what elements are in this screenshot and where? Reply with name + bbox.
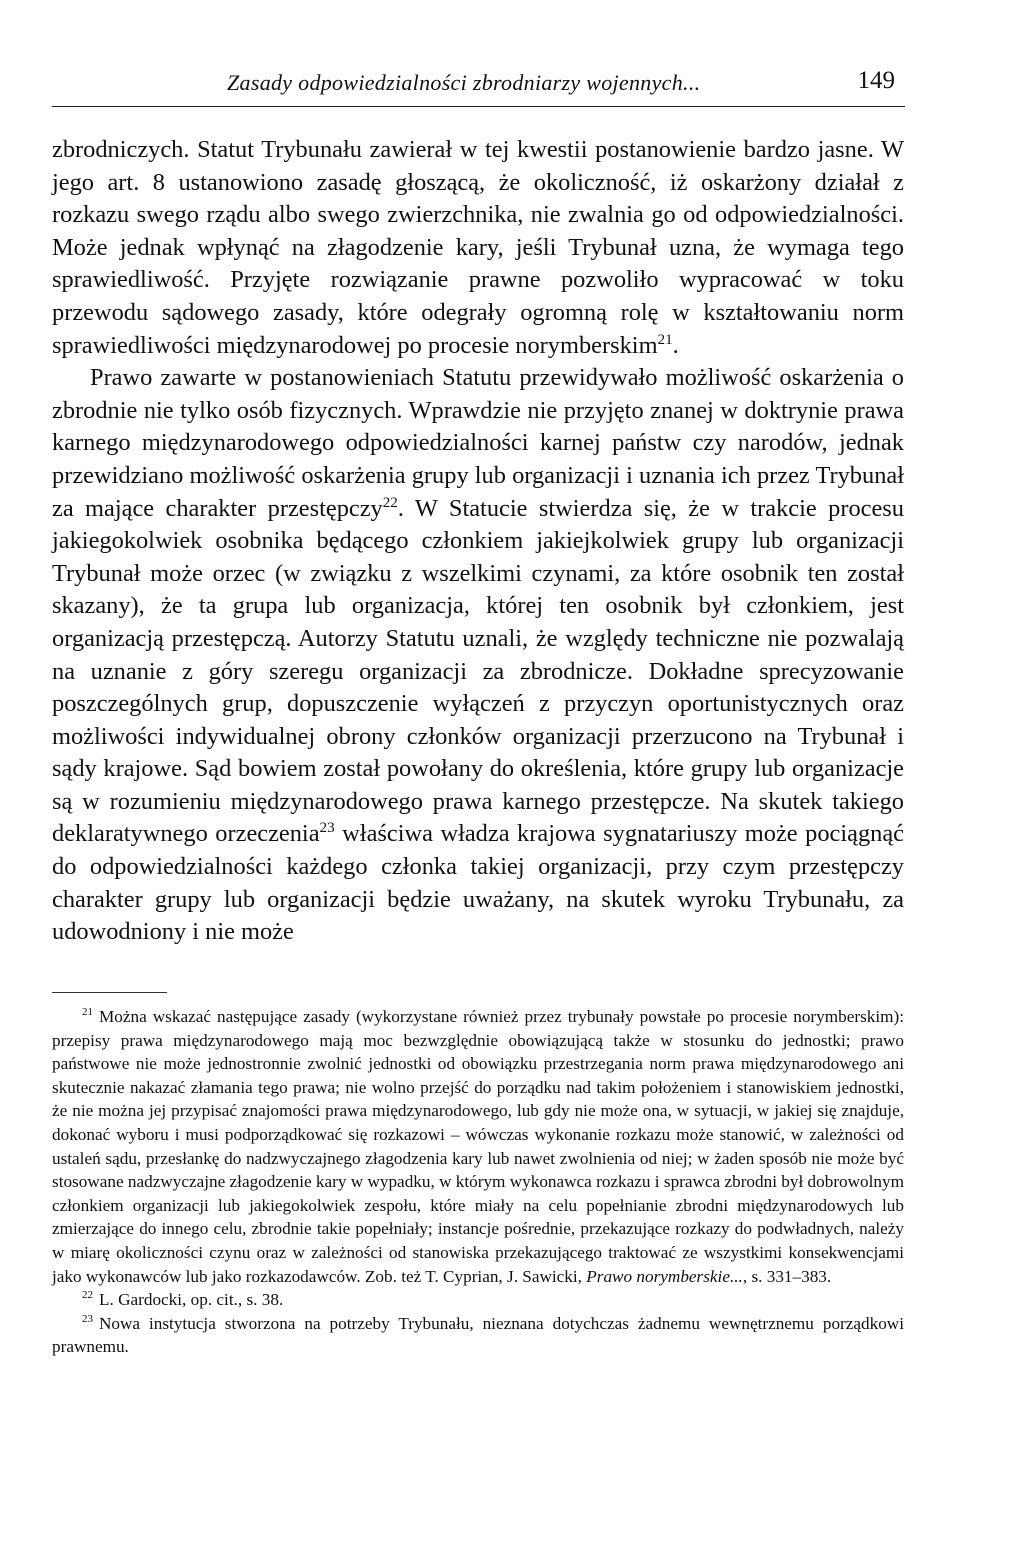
footnote-tail: , s. 331–383.: [742, 1266, 832, 1286]
footnote-separator: [52, 992, 167, 993]
running-title: Zasady odpowiedzialności zbrodniarzy wojennych...: [227, 70, 701, 95]
footnote-number: 22: [82, 1289, 93, 1302]
paragraph-2-continuation: . W Statucie stwierdza się, że w trakcie procesu jakiegokolwiek osobnika będącego członkiem jakiejkolwiek grupy lub organizacji Trybunał może orzec (w związku z wszelkimi czynami, za które osobnik ten został skazany), że ta grupa lub organizacja, której ten osobnik był członkiem, jest organizacją przestępczą. Autorzy Statutu uznali, że względy techniczne nie pozwalają na uznanie z góry szeregu organizacji za zbrodnicze. Dokładne sprecyzowanie poszczególnych grup, dopuszczenie wyłączeń z przyczyn oportunistycznych oraz możliwości indywidualnej obrony członków organizacji przerzucono na Trybunał i sądy krajowe. Sąd bowiem został powołany do określenia, które grupy lub organizacje są w rozumieniu międzynarodowego prawa karnego przestępcze. Na skutek takiego deklaratywnego orzeczenia: [52, 494, 904, 848]
footnote-ref-22: 22: [382, 494, 398, 511]
footnote-23: [52, 1312, 904, 1359]
footnote-21: [52, 1005, 904, 1288]
paragraph-1-end: .: [672, 331, 679, 359]
paragraph-2-end: właściwa władza krajowa sygnatariuszy może pociągnąć do odpowiedzialności każdego członka takiej organizacji, przy czym przestępczy charakter grupy lub organizacji będzie uważany, na skutek wyroku Trybunału, za udowodniony i nie może: [52, 820, 905, 946]
footnote-ref-23: 23: [319, 820, 335, 837]
footnote-text: Można wskazać następujące zasady (wykorzystane również przez trybunały powstałe po procesie norymberskim): przepisy prawa międzynarodowego mają moc bezwzględnie obowiązującą także w stosunku do jednostki; prawo państwowe nie może jednostronnie zwolnić jednostki od obowiązku przestrzegania norm prawa międzynarodowego ani skutecznie nakazać złamania tego prawa; nie wolno przejść do porządku nad takim położeniem i stanowiskiem jednostki, że nie można jej przypisać znajomości prawa międzynarodowego, lub gdy nie może ona, w sytuacji, w jakiej się znajduje, dokonać wyboru i musi podporządkować się rozkazowi – wówczas wykonanie rozkazu może stanowić, w zależności od ustaleń sądu, przesłankę do nadzwyczajnego złagodzenia kary lub nawet zwolnienia od niej; w żaden sposób nie może być stosowane nadzwyczajne złagodzenie kary w wypadku, w którym wykonawca rozkazu i sprawca zbrodni był dobrowolnym członkiem organizacji lub jakiegokolwiek zespołu, które miały na celu popełnianie zbrodni międzynarodowych lub zmierzające do innego celu, zbrodnie takie popełniały; instancje pośrednie, przekazujące rozkazy do podwładnych, należy w miarę okoliczności czynu oraz w zależności od stanowiska przekazującego traktować ze wszystkimi konsekwencjami jako wykonawców lub jako rozkazodawców. Zob. też T. Cyprian, J. Sawicki,: [52, 1007, 904, 1286]
main-text: [52, 134, 904, 949]
footnote-text: Nowa instytucja stworzona na potrzeby Trybunału, nieznana dotychczas żadnemu wewnętrznemu porządkowi prawnemu.: [52, 1313, 904, 1357]
paragraph-1-text: zbrodniczych. Statut Trybunału zawierał w tej kwestii postanowienie bardzo jasne. W jego art. 8 ustanowiono zasadę głoszącą, że okoliczność, iż oskarżony działał z rozkazu swego rządu albo swego zwierzchnika, nie zwalnia go od odpowiedzialności. Może jednak wpłynąć na złagodzenie kary, jeśli Trybunał uzna, że wymaga tego sprawiedliwość. Przyjęte rozwiązanie prawne pozwoliło wypracować w toku przewodu sądowego zasady, które odegrały ogromną rolę w kształtowaniu norm sprawiedliwości międzynarodowej po procesie norymberskim: [52, 136, 904, 359]
footnote-text: L. Gardocki, op. cit., s. 38.: [99, 1290, 284, 1310]
running-header: [52, 67, 905, 107]
footnote-22: [52, 1288, 904, 1312]
footnote-ref-21: 21: [657, 331, 673, 348]
footnote-number: 21: [82, 1006, 93, 1019]
footnotes: [52, 1005, 904, 1359]
paragraph-2-text: Prawo zawarte w postanowieniach Statutu przewidywało możliwość oskarżenia o zbrodnie nie tylko osób fizycznych. Wprawdzie nie przyjęto znanej w doktrynie prawa karnego międzynarodowego odpowiedzialności karnej państw czy narodów, jednak przewidziano możliwość oskarżenia grupy lub organizacji i uznania ich przez Trybunał za mające charakter przestępczy: [52, 364, 904, 522]
paragraph-1: [52, 134, 904, 362]
paragraph-2: [52, 362, 904, 949]
footnote-italic-title: Prawo norymberskie...: [586, 1266, 743, 1286]
footnote-number: 23: [82, 1312, 93, 1325]
page-number: 149: [857, 67, 895, 94]
